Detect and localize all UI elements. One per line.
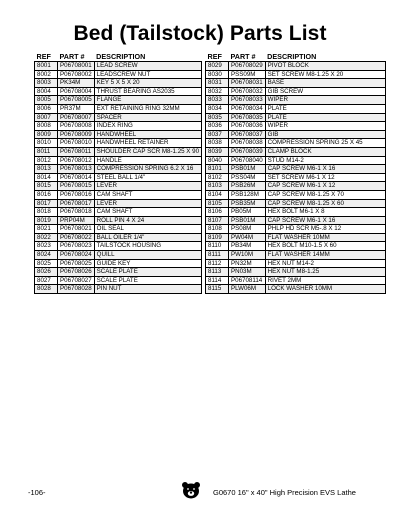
table-row [35, 104, 202, 113]
description-cell: BALL OILER 1/4" [94, 233, 201, 242]
part-number-cell: P06708032 [229, 87, 266, 96]
description-cell: PIN NUT [94, 285, 201, 294]
part-number-cell: PSB128M [229, 190, 266, 199]
ref-cell: 8032 [206, 87, 229, 96]
part-number-cell: P06708022 [58, 233, 95, 242]
table-row [206, 87, 386, 96]
table-row [35, 173, 202, 182]
table-row [35, 139, 202, 148]
table-row [206, 113, 386, 122]
description-cell: SCALE PLATE [94, 268, 201, 277]
part-number-cell: P06708114 [229, 276, 266, 285]
table-row [206, 122, 386, 131]
ref-cell: 8107 [206, 216, 229, 225]
description-cell: CLAMP BLOCK [265, 147, 385, 156]
table-row [35, 87, 202, 96]
table-row [206, 225, 386, 234]
part-number-cell: P06708026 [58, 268, 95, 277]
table-row [206, 233, 386, 242]
table-row [206, 96, 386, 105]
ref-cell: 8104 [206, 190, 229, 199]
description-cell: HEX NUT M8-1.25 [265, 268, 385, 277]
ref-cell: 8025 [35, 259, 58, 268]
part-number-cell: P06708014 [58, 173, 95, 182]
description-cell: WIPER [265, 96, 385, 105]
description-cell: TAILSTOCK HOUSING [94, 242, 201, 251]
part-number-cell: PSB01M [229, 216, 266, 225]
table-row [206, 276, 386, 285]
ref-cell: 8022 [35, 233, 58, 242]
table-row [35, 208, 202, 217]
table-row [206, 104, 386, 113]
part-column-header: PART # [59, 52, 85, 62]
table-row [35, 70, 202, 79]
part-number-cell: P06708039 [229, 147, 266, 156]
part-number-cell: PRP04M [58, 216, 95, 225]
part-column-header: PART # [230, 52, 256, 62]
description-cell: HANDWHEEL RETAINER [94, 139, 201, 148]
description-cell: HANDWHEEL [94, 130, 201, 139]
description-cell: HANDLE [94, 156, 201, 165]
ref-cell: 8109 [206, 233, 229, 242]
table-row [35, 130, 202, 139]
description-column-header: DESCRIPTION [267, 52, 317, 62]
part-number-cell: PSB26M [229, 182, 266, 191]
ref-cell: 8021 [35, 225, 58, 234]
description-cell: STEEL BALL 1/4" [94, 173, 201, 182]
part-number-cell: P06708024 [58, 251, 95, 260]
description-cell: CAP SCREW M6-1 X 16 [265, 165, 385, 174]
description-cell: RIVET 2MM [265, 276, 385, 285]
ref-cell: 8040 [206, 156, 229, 165]
part-number-cell: P06708004 [58, 87, 95, 96]
page-title: Bed (Tailstock) Parts List [73, 22, 327, 45]
description-cell: THRUST BEARING AS2035 [94, 87, 201, 96]
table-row [35, 147, 202, 156]
table-row [206, 70, 386, 79]
table-row [35, 79, 202, 88]
description-cell: COMPRESSION SPRING 25 X 45 [265, 139, 385, 148]
part-number-cell: P06708012 [58, 156, 95, 165]
part-number-cell: P06708015 [58, 182, 95, 191]
table-row [206, 62, 386, 71]
description-cell: GIB SCREW [265, 87, 385, 96]
ref-cell: 8029 [206, 62, 229, 71]
ref-cell: 8035 [206, 113, 229, 122]
table-header-row [206, 50, 386, 62]
description-cell: WIPER [265, 122, 385, 131]
description-cell: EXT RETAINING RING 32MM [94, 104, 201, 113]
description-cell: HEX NUT M14-2 [265, 259, 385, 268]
ref-cell: 8114 [206, 276, 229, 285]
table-row [206, 216, 386, 225]
ref-column-header: REF [207, 52, 222, 62]
ref-cell: 8112 [206, 259, 229, 268]
ref-cell: 8028 [35, 285, 58, 294]
description-cell: INDEX RING [94, 122, 201, 131]
ref-cell: 8034 [206, 104, 229, 113]
description-cell: CAM SHAFT [94, 190, 201, 199]
description-cell: FLANGE [94, 96, 201, 105]
description-cell: LOCK WASHER 10MM [265, 285, 385, 294]
table-row [206, 199, 386, 208]
part-number-cell: PN32M [229, 259, 266, 268]
description-cell: ROLL PIN 4 X 24 [94, 216, 201, 225]
part-number-cell: PW04M [229, 233, 266, 242]
ref-cell: 8115 [206, 285, 229, 294]
ref-cell: 8108 [206, 225, 229, 234]
part-number-cell: P06708028 [58, 285, 95, 294]
part-number-cell: P06708033 [229, 96, 266, 105]
part-number-cell: P06708035 [229, 113, 266, 122]
description-cell: BASE [265, 79, 385, 88]
table-row [206, 147, 386, 156]
table-row [35, 96, 202, 105]
ref-cell: 8111 [206, 251, 229, 260]
ref-cell: 8033 [206, 96, 229, 105]
ref-cell: 8003 [35, 79, 58, 88]
part-number-cell: PSS09M [229, 70, 266, 79]
description-cell: CAM SHAFT [94, 208, 201, 217]
part-number-cell: PB34M [229, 242, 266, 251]
part-number-cell: P06708027 [58, 276, 95, 285]
bear-head-icon [181, 481, 201, 499]
ref-cell: 8026 [35, 268, 58, 277]
table-row [35, 122, 202, 131]
part-number-cell: PSB01M [229, 165, 266, 174]
description-cell: LEVER [94, 182, 201, 191]
ref-cell: 8015 [35, 182, 58, 191]
table-row [206, 242, 386, 251]
ref-cell: 8105 [206, 199, 229, 208]
table-row [206, 130, 386, 139]
table-header-row [35, 50, 202, 62]
ref-cell: 8037 [206, 130, 229, 139]
part-number-cell: P06708029 [229, 62, 266, 71]
part-number-cell: PLW06M [229, 285, 266, 294]
table-row [206, 251, 386, 260]
part-number-cell: PB05M [229, 208, 266, 217]
ref-cell: 8019 [35, 216, 58, 225]
description-cell: PLATE [265, 104, 385, 113]
ref-cell: 8002 [35, 70, 58, 79]
part-number-cell: PS08M [229, 225, 266, 234]
ref-column-header: REF [36, 52, 51, 62]
part-number-cell: P06708007 [58, 113, 95, 122]
ref-cell: 8024 [35, 251, 58, 260]
ref-cell: 8010 [35, 139, 58, 148]
part-number-cell: P06708023 [58, 242, 95, 251]
ref-cell: 8011 [35, 147, 58, 156]
part-number-cell: P06708021 [58, 225, 95, 234]
ref-cell: 8014 [35, 173, 58, 182]
part-number-cell: P06708034 [229, 104, 266, 113]
table-row [206, 268, 386, 277]
part-number-cell: P06708038 [229, 139, 266, 148]
ref-cell: 8031 [206, 79, 229, 88]
ref-cell: 8001 [35, 62, 58, 71]
table-row [35, 233, 202, 242]
table-row [206, 208, 386, 217]
description-cell: FLAT WASHER 10MM [265, 233, 385, 242]
table-row [206, 139, 386, 148]
description-cell: CAP SCREW M6-1 X 12 [265, 182, 385, 191]
table-row [206, 259, 386, 268]
ref-cell: 8009 [35, 130, 58, 139]
part-number-cell: PK34M [58, 79, 95, 88]
part-number-cell: P06708009 [58, 130, 95, 139]
table-row [35, 165, 202, 174]
table-row [35, 199, 202, 208]
parts-table-right [205, 50, 386, 294]
ref-cell: 8007 [35, 113, 58, 122]
ref-cell: 8036 [206, 122, 229, 131]
table-row [35, 285, 202, 294]
part-number-cell: PSB35M [229, 199, 266, 208]
part-number-cell: P06708017 [58, 199, 95, 208]
table-row [35, 268, 202, 277]
description-cell: SHOULDER CAP SCR M8-1.25 X 90 [94, 147, 201, 156]
ref-cell: 8004 [35, 87, 58, 96]
ref-cell: 8023 [35, 242, 58, 251]
description-cell: SCALE PLATE [94, 276, 201, 285]
table-row [35, 225, 202, 234]
table-row [206, 182, 386, 191]
description-cell: SET SCREW M6-1 X 12 [265, 173, 385, 182]
table-row [206, 79, 386, 88]
part-number-cell: P06708010 [58, 139, 95, 148]
description-cell: LEVER [94, 199, 201, 208]
table-row [35, 113, 202, 122]
table-row [206, 190, 386, 199]
footer-title: G0670 16" x 40" High Precision EVS Lathe [213, 488, 356, 497]
table-row [35, 242, 202, 251]
part-number-cell: P06708011 [58, 147, 95, 156]
part-number-cell: P06708018 [58, 208, 95, 217]
ref-cell: 8013 [35, 165, 58, 174]
part-number-cell: P06708037 [229, 130, 266, 139]
table-row [206, 285, 386, 294]
ref-cell: 8008 [35, 122, 58, 131]
description-cell: LEAD SCREW [94, 62, 201, 71]
description-cell: HEX BOLT M10-1.5 X 60 [265, 242, 385, 251]
description-cell: OIL SEAL [94, 225, 201, 234]
description-cell: STUD M14-2 [265, 156, 385, 165]
description-cell: GIB [265, 130, 385, 139]
description-cell: PLATE [265, 113, 385, 122]
part-number-cell: P06708005 [58, 96, 95, 105]
part-number-cell: P06708013 [58, 165, 95, 174]
table-row [35, 276, 202, 285]
ref-cell: 8110 [206, 242, 229, 251]
part-number-cell: P06708002 [58, 70, 95, 79]
table-row [35, 182, 202, 191]
part-number-cell: P06708025 [58, 259, 95, 268]
ref-cell: 8101 [206, 165, 229, 174]
description-cell: LEADSCREW NUT [94, 70, 201, 79]
description-cell: CAP SCREW M8-1.25 X 60 [265, 199, 385, 208]
ref-cell: 8012 [35, 156, 58, 165]
table-row [35, 190, 202, 199]
description-column-header: DESCRIPTION [96, 52, 146, 62]
part-number-cell: P06708036 [229, 122, 266, 131]
description-cell: SPACER [94, 113, 201, 122]
part-number-cell: PW10M [229, 251, 266, 260]
part-number-cell: P06708008 [58, 122, 95, 131]
ref-cell: 8106 [206, 208, 229, 217]
ref-cell: 8027 [35, 276, 58, 285]
ref-cell: 8102 [206, 173, 229, 182]
table-row [35, 216, 202, 225]
ref-cell: 8006 [35, 104, 58, 113]
description-cell: PIVOT BLOCK [265, 62, 385, 71]
ref-cell: 8030 [206, 70, 229, 79]
part-number-cell: P06708040 [229, 156, 266, 165]
ref-cell: 8039 [206, 147, 229, 156]
table-row [206, 173, 386, 182]
part-number-cell: PN03M [229, 268, 266, 277]
table-row [206, 156, 386, 165]
ref-cell: 8113 [206, 268, 229, 277]
description-cell: PHLP HD SCR M5-.8 X 12 [265, 225, 385, 234]
description-cell: KEY 5 X 5 X 20 [94, 79, 201, 88]
ref-cell: 8018 [35, 208, 58, 217]
part-number-cell: PSS04M [229, 173, 266, 182]
description-cell: CAP SCREW M8-1.25 X 70 [265, 190, 385, 199]
part-number-cell: PR37M [58, 104, 95, 113]
part-number-cell: P06708016 [58, 190, 95, 199]
description-cell: COMPRESSION SPRING 6.2 X 16 [94, 165, 201, 174]
ref-cell: 8005 [35, 96, 58, 105]
description-cell: HEX BOLT M6-1 X 8 [265, 208, 385, 217]
ref-cell: 8017 [35, 199, 58, 208]
page-number: -106- [28, 488, 46, 497]
table-row [35, 251, 202, 260]
table-row [206, 165, 386, 174]
ref-cell: 8038 [206, 139, 229, 148]
ref-cell: 8016 [35, 190, 58, 199]
table-row [35, 156, 202, 165]
description-cell: QUILL [94, 251, 201, 260]
table-row [35, 62, 202, 71]
parts-table-left [34, 50, 202, 294]
description-cell: FLAT WASHER 14MM [265, 251, 385, 260]
description-cell: SET SCREW M8-1.25 X 20 [265, 70, 385, 79]
description-cell: GUIDE KEY [94, 259, 201, 268]
table-row [35, 259, 202, 268]
description-cell: CAP SCREW M6-1 X 16 [265, 216, 385, 225]
part-number-cell: P06708031 [229, 79, 266, 88]
ref-cell: 8103 [206, 182, 229, 191]
part-number-cell: P06708001 [58, 62, 95, 71]
